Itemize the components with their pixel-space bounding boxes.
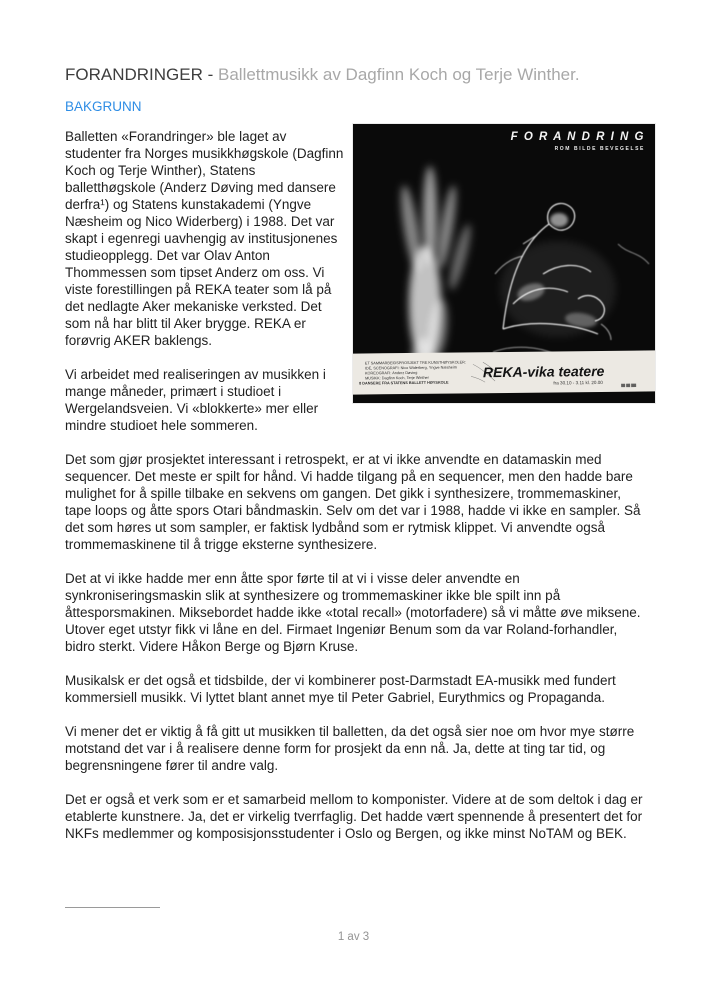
poster-bottom-band bbox=[353, 350, 655, 394]
paragraph-7: Det er også et verk som er et samarbeid mellom to komponister. Videre at de som deltok i dag er etablerte kunstnere. Ja, det er virkelig tverrfaglig. Det hadde vært spennende å presentert det for NKFs medlemmer og komposisjonsstudenter i Oslo og Bergen, og ikke minst NoTAM og BEK. bbox=[65, 792, 643, 841]
paragraph-1: Balletten «Forandringer» ble laget av studenter fra Norges musikkhøgskole (Dagfinn Koch og Terje Winther), Statens balletthøgskole (Anderz Døving med dansere derfra¹) og Statens kunstakademi (Yngve Næsheim og Nico Widerberg) i 1988. Det var skapt i egenregi uavhengig av institusjonenes studieopplegg. Det var Olav Anton Thommessen som tipset Anderz om oss. Vi viste forestillingen på REKA teater som lå på det nedlagte Aker mekaniske verksted. Det som nå har blitt til Aker brygge. REKA er forøvrig AKER baklengs. bbox=[65, 129, 344, 348]
poster-title: F O R A N D R I N G bbox=[510, 131, 645, 143]
paragraph-3: Det som gjør prosjektet interessant i retrospekt, er at vi ikke anvendte en datamaskin med sequencer. Det meste er spilt for hånd. Vi hadde tilgang på en sequencer, men den hadde bare mulighet for å spille tilbake en sekvens om gangen. Det gikk i synthesizere, trommemaskiner, tape loops og åtte spors Otari båndmaskin. Selv om det var i 1988, hadde vi ikke en sampler. Så det som høres ut som sampler, er faktisk lydbånd som er rytmisk klippet. Vi anvendte også trommemaskinene til å trigge eksterne synthesizere. bbox=[65, 452, 641, 552]
poster-credit-line-1: ET SAMMARBEIDSPROSJEKT TRE KUNSTHØYSKOLER: bbox=[364, 360, 466, 366]
paragraph-4: Det at vi ikke hadde mer enn åtte spor førte til at vi i visse deler anvendte en synkroniseringsmaskin slik at synthesizere og trommemaskiner ikke ble spilt inn på åttesporsmakinen. Miksebordet hadde ikke «total recall» (motorfadere) så vi måtte øve miksene. Utover eget utstyr fikk vi låne en del. Firmaet Ingeniør Benum som da var Roland-forhandler, bidro sterkt. Videre Håkon Berge og Bjørn Kruse. bbox=[65, 571, 641, 654]
page-title-main: FORANDRINGER - bbox=[65, 65, 214, 84]
poster-credit-line-4: MUSIKK: Dagfinn Koch, Terje Winther bbox=[365, 375, 429, 381]
poster-credit-line-3: KOREOGRAFI: Anderz Døving bbox=[364, 370, 418, 376]
poster-logo-mark bbox=[621, 384, 636, 388]
paragraph-2: Vi arbeidet med realiseringen av musikken i mange måneder, primært i studioet i Wergelandsveien. Vi «blokkerte» mer eller mindre studioet hele sommeren. bbox=[65, 367, 326, 433]
paragraph-5: Musikalsk er det også et tidsbilde, der vi kombinerer post-Darmstadt EA-musikk med fundert kommersiell musikk. Vi lyttet blant annet mye til Peter Gabriel, Eurythmics og Propaganda. bbox=[65, 673, 616, 705]
footnote-separator bbox=[65, 907, 160, 908]
page-title bbox=[65, 65, 667, 85]
poster-credit-line-2: IDE, SCENOGRAFI: Nico Widerberg, Yngve Næsheim bbox=[364, 365, 457, 371]
page-title-subtitle: Ballettmusikk av Dagfinn Koch og Terje Winther. bbox=[213, 65, 580, 84]
poster-artwork bbox=[353, 124, 655, 403]
poster-credit-line-5: 8 DANSERE FRA STATENS BALLETT HØYSKOLE bbox=[359, 380, 449, 386]
poster-schedule: fra 30.10 - 3.11 kl. 20.00 bbox=[553, 379, 603, 386]
paragraph-6: Vi mener det er viktig å få gitt ut musikken til balletten, da det også sier noe om hvor mye større motstand det var i å realisere denne form for prosjekt da enn nå. Ja, dette at ting tar tid, og begrensningene fører til andre valg. bbox=[65, 724, 635, 773]
poster-image bbox=[353, 124, 655, 403]
section-heading-bakgrunn: BAKGRUNN bbox=[65, 99, 142, 114]
poster-subtitle: ROM BILDE BEVEGELSE bbox=[554, 146, 645, 152]
poster-venue: REKA-vika teatere bbox=[482, 362, 605, 381]
page-number: 1 av 3 bbox=[337, 931, 370, 943]
